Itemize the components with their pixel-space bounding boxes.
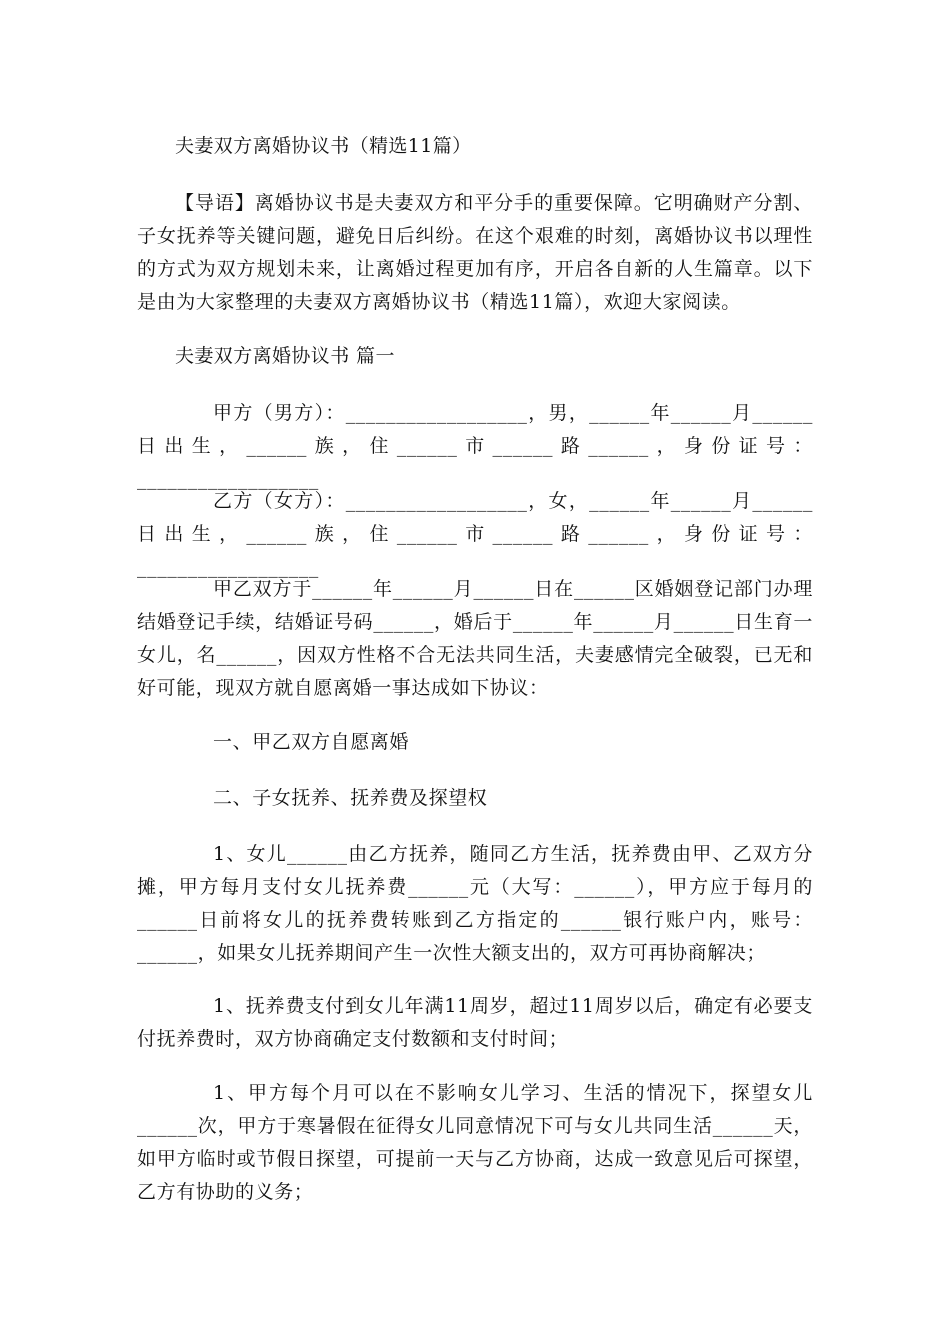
party-a-paragraph: 甲方（男方）：__________________，男，______年______月______日出生，______族，住______市______路______，身份证号：__________________: [137, 402, 813, 490]
intro-paragraph: 【导语】离婚协议书是夫妻双方和平分手的重要保障。它明确财产分割、子女抚养等关键问题，避免日后纠纷。在这个艰难的时刻，离婚协议书以理性的方式为双方规划未来，让离婚过程更加有序，开启各自新的人生篇章。以下是由为大家整理的夫妻双方离婚协议书（精选11篇），欢迎大家阅读。: [137, 192, 813, 313]
section-title: 夫妻双方离婚协议书 篇一: [175, 345, 395, 367]
support-duration-item: 1、抚养费支付到女儿年满11周岁，超过11周岁以后，确定有必要支付抚养费时，双方协商确定支付数额和支付时间；: [137, 995, 813, 1050]
clause-1: 一、甲乙双方自愿离婚: [213, 731, 410, 753]
clause-2: 二、子女抚养、抚养费及探望权: [213, 787, 488, 809]
party-b-paragraph: 乙方（女方）：__________________，女，______年______月______日出生，______族，住______市______路______，身份证号：__________________: [137, 490, 813, 578]
marriage-info-paragraph: 甲乙双方于______年______月______日在______区婚姻登记部门办理结婚登记手续，结婚证号码______，婚后于______年______月______日生育一女儿，名______，因双方性格不合无法共同生活，夫妻感情完全破裂，已无和好可能，现双方就自愿离婚一事达成如下协议：: [137, 578, 813, 699]
visitation-item: 1、甲方每个月可以在不影响女儿学习、生活的情况下，探望女儿______次，甲方于寒暑假在征得女儿同意情况下可与女儿共同生活______天，如甲方临时或节假日探望，可提前一天与乙方协商，达成一致意见后可探望，乙方有协助的义务；: [137, 1082, 813, 1203]
document-title: 夫妻双方离婚协议书（精选11篇）: [175, 135, 472, 157]
child-support-item: 1、女儿______由乙方抚养，随同乙方生活，抚养费由甲、乙双方分摊，甲方每月支付女儿抚养费______元（大写：______），甲方应于每月的______日前将女儿的抚养费转账到乙方指定的______银行账户内，账号：______，如果女儿抚养期间产生一次性大额支出的，双方可再协商解决；: [137, 843, 813, 964]
